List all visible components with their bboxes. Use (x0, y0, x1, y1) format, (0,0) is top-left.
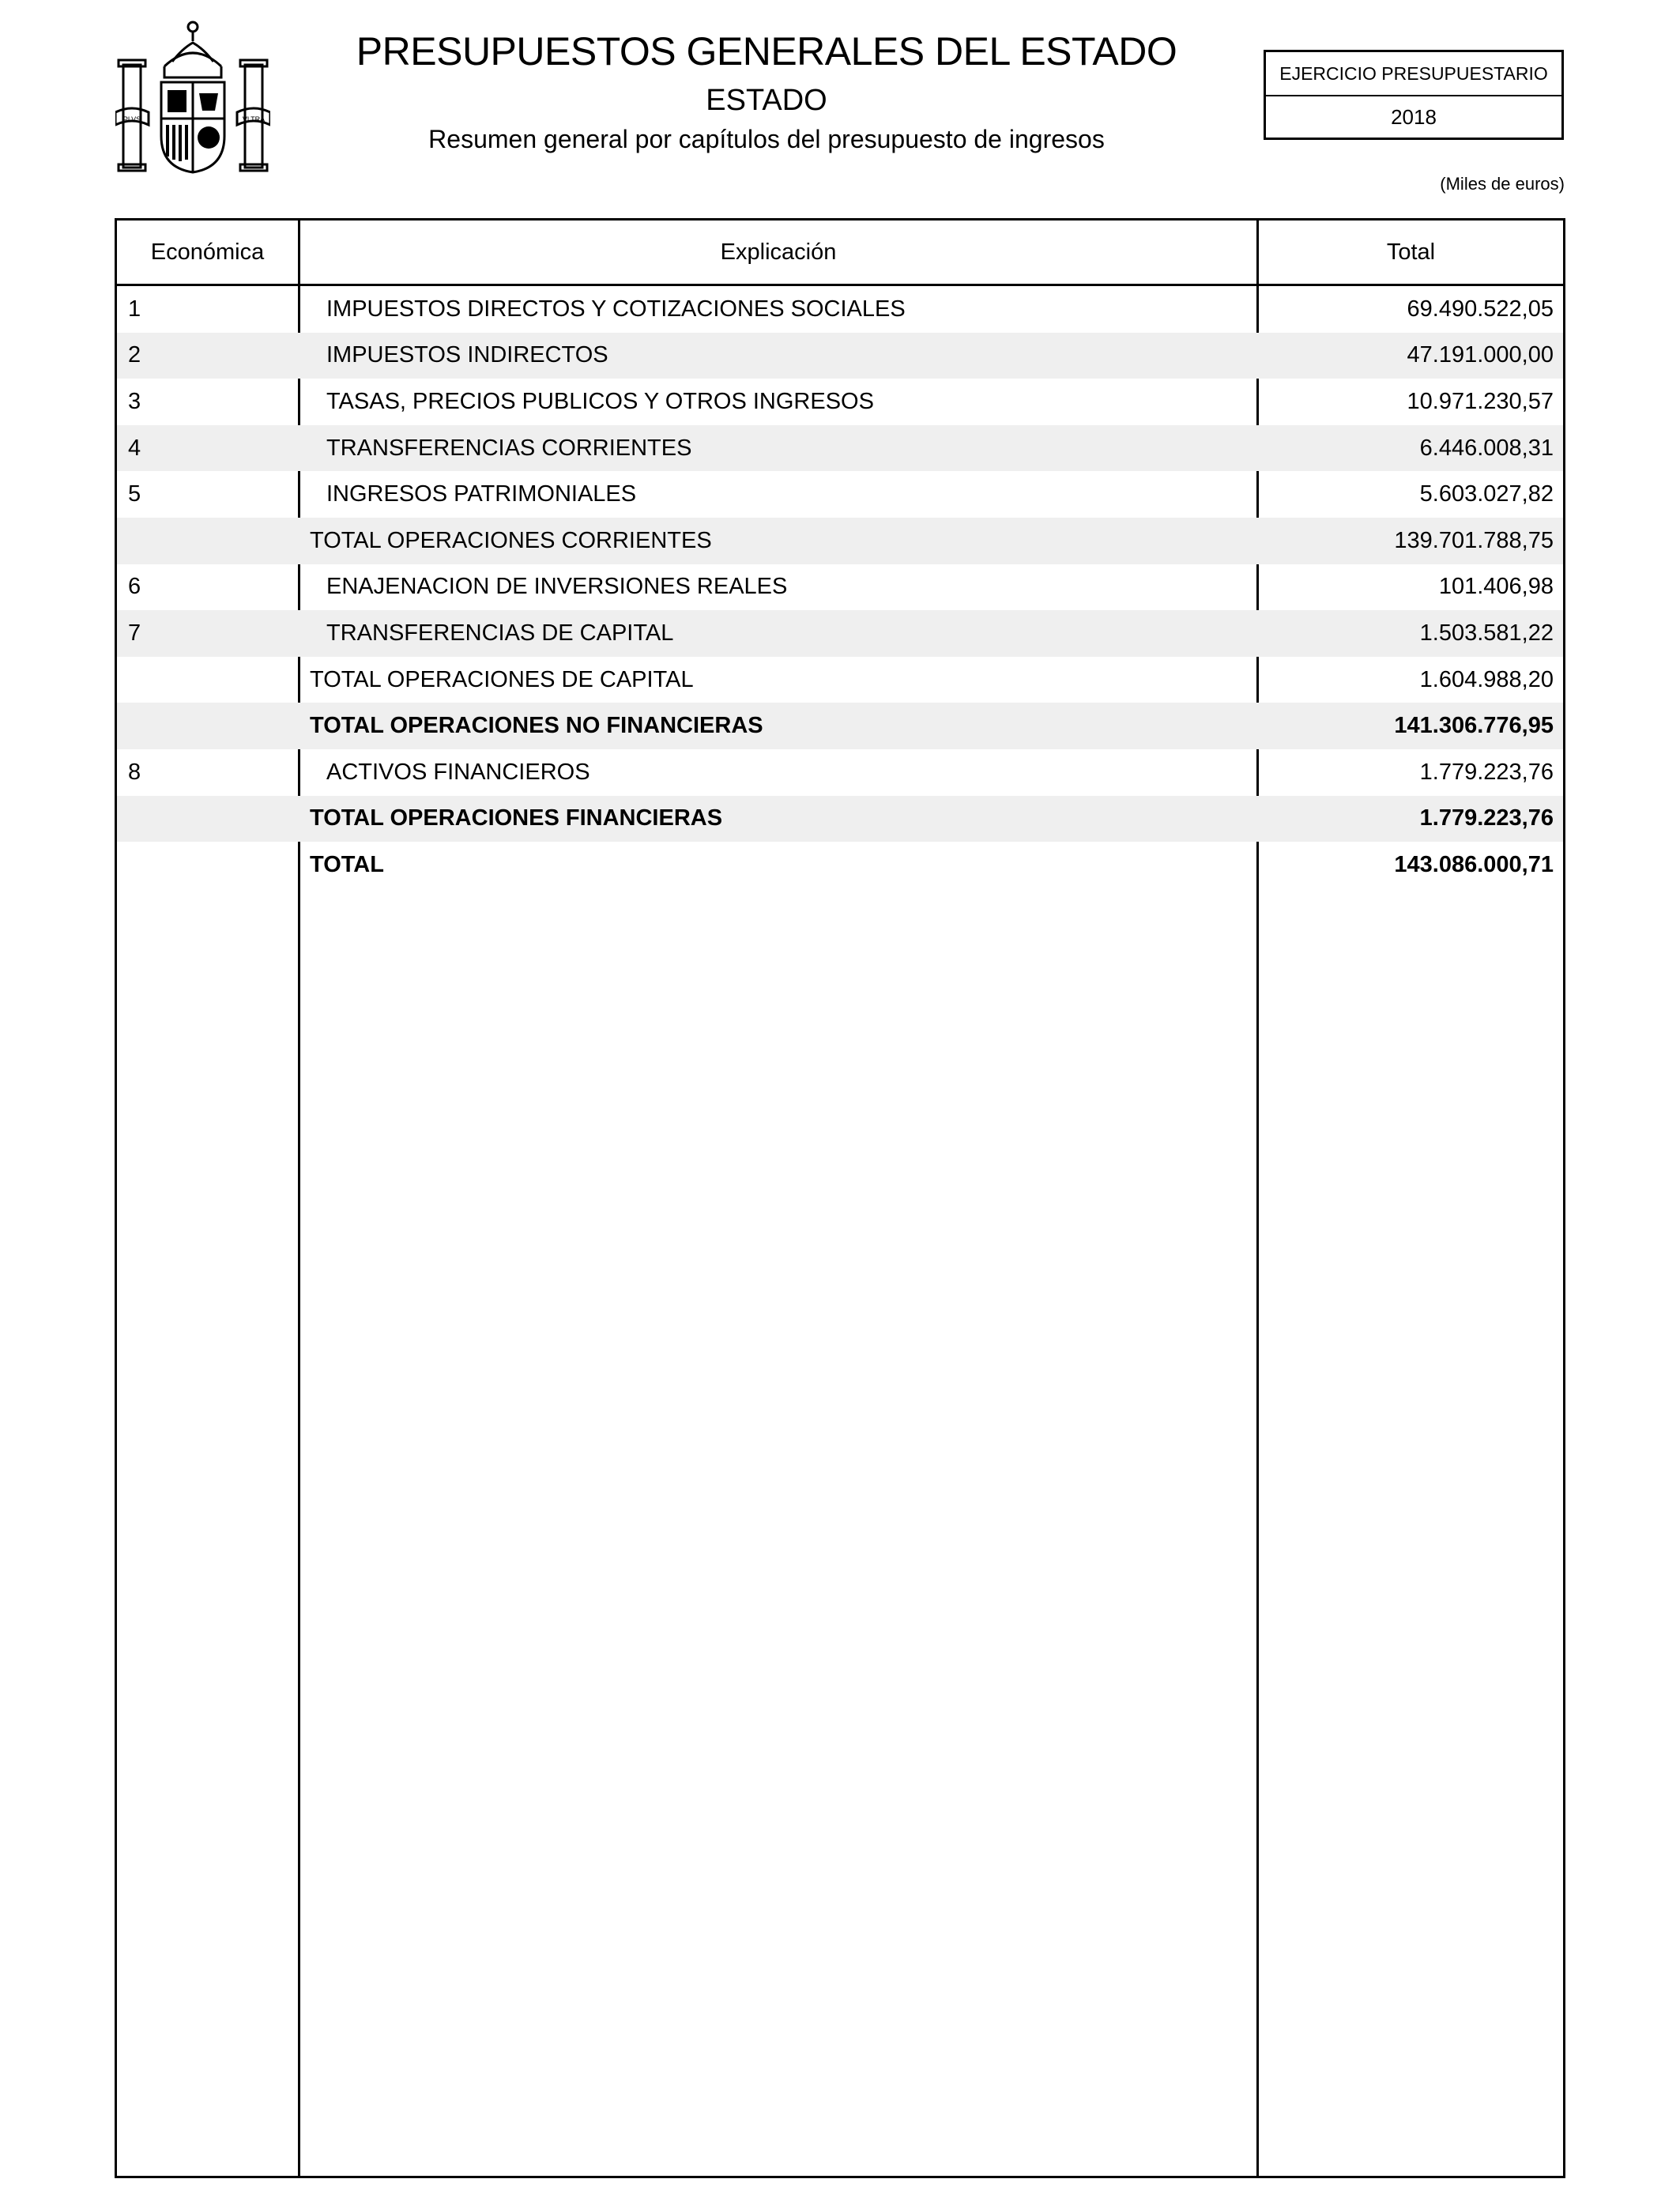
row-code: 6 (128, 574, 141, 600)
column-header-economica: Económica (150, 239, 265, 265)
row-amount: 6.446.008,31 (1419, 435, 1554, 461)
row-amount: 1.779.223,76 (1419, 805, 1554, 831)
units-note: (Miles de euros) (1440, 174, 1565, 194)
row-code: 8 (128, 759, 141, 785)
row-amount: 69.490.522,05 (1407, 296, 1554, 322)
table-row (117, 286, 1563, 333)
exercise-box (1264, 50, 1564, 140)
row-description: TRANSFERENCIAS CORRIENTES (326, 435, 692, 461)
table-row (117, 610, 1563, 657)
table-row-total (117, 796, 1563, 843)
row-description: ACTIVOS FINANCIEROS (326, 759, 590, 785)
row-description: TOTAL (310, 851, 384, 877)
table-row-subtotal (117, 518, 1563, 564)
row-description: TOTAL OPERACIONES CORRIENTES (310, 527, 712, 553)
row-code: 7 (128, 620, 141, 646)
row-amount: 47.191.000,00 (1407, 342, 1554, 368)
table-row-grand-total (117, 842, 1563, 888)
row-amount: 5.603.027,82 (1419, 481, 1554, 507)
budget-table (115, 218, 1565, 2178)
page-description: Resumen general por capítulos del presupuesto de ingresos (428, 125, 1105, 153)
table-row (117, 379, 1563, 425)
spain-coat-of-arms-icon (115, 17, 270, 175)
table-row (117, 425, 1563, 472)
row-amount: 1.604.988,20 (1419, 666, 1554, 692)
svg-text:PLVS: PLVS (122, 115, 141, 123)
row-code: 5 (128, 481, 141, 507)
row-amount: 141.306.776,95 (1394, 713, 1554, 739)
exercise-year: 2018 (1391, 104, 1437, 129)
svg-text:VLTRA: VLTRA (242, 115, 266, 123)
page-title: PRESUPUESTOS GENERALES DEL ESTADO (356, 29, 1177, 74)
row-amount: 1.503.581,22 (1419, 620, 1554, 646)
row-description: TASAS, PRECIOS PUBLICOS Y OTROS INGRESOS (326, 388, 874, 414)
row-description: IMPUESTOS DIRECTOS Y COTIZACIONES SOCIALES (326, 296, 906, 322)
row-code: 1 (128, 296, 141, 322)
row-amount: 139.701.788,75 (1394, 527, 1554, 553)
row-amount: 143.086.000,71 (1394, 851, 1554, 877)
table-row-subtotal (117, 657, 1563, 703)
table-header (117, 221, 1563, 286)
row-code: 2 (128, 342, 141, 368)
row-description: TOTAL OPERACIONES FINANCIERAS (310, 805, 723, 831)
row-code: 3 (128, 388, 141, 414)
column-header-total: Total (1386, 239, 1436, 265)
row-description: IMPUESTOS INDIRECTOS (326, 342, 608, 368)
table-body (117, 286, 1563, 888)
row-description: TOTAL OPERACIONES NO FINANCIERAS (310, 713, 763, 739)
row-description: TOTAL OPERACIONES DE CAPITAL (310, 666, 694, 692)
table-row-total (117, 703, 1563, 749)
row-amount: 10.971.230,57 (1407, 388, 1554, 414)
table-row (117, 749, 1563, 796)
column-header-explicacion: Explicación (720, 239, 837, 265)
row-code: 4 (128, 435, 141, 461)
exercise-label: EJERCICIO PRESUPUESTARIO (1266, 52, 1561, 96)
table-row (117, 564, 1563, 611)
row-description: TRANSFERENCIAS DE CAPITAL (326, 620, 674, 646)
row-description: INGRESOS PATRIMONIALES (326, 481, 637, 507)
row-amount: 1.779.223,76 (1419, 759, 1554, 785)
table-row (117, 333, 1563, 379)
page-subtitle: ESTADO (706, 84, 827, 117)
row-amount: 101.406,98 (1438, 574, 1554, 600)
row-description: ENAJENACION DE INVERSIONES REALES (326, 574, 788, 600)
table-row (117, 471, 1563, 518)
